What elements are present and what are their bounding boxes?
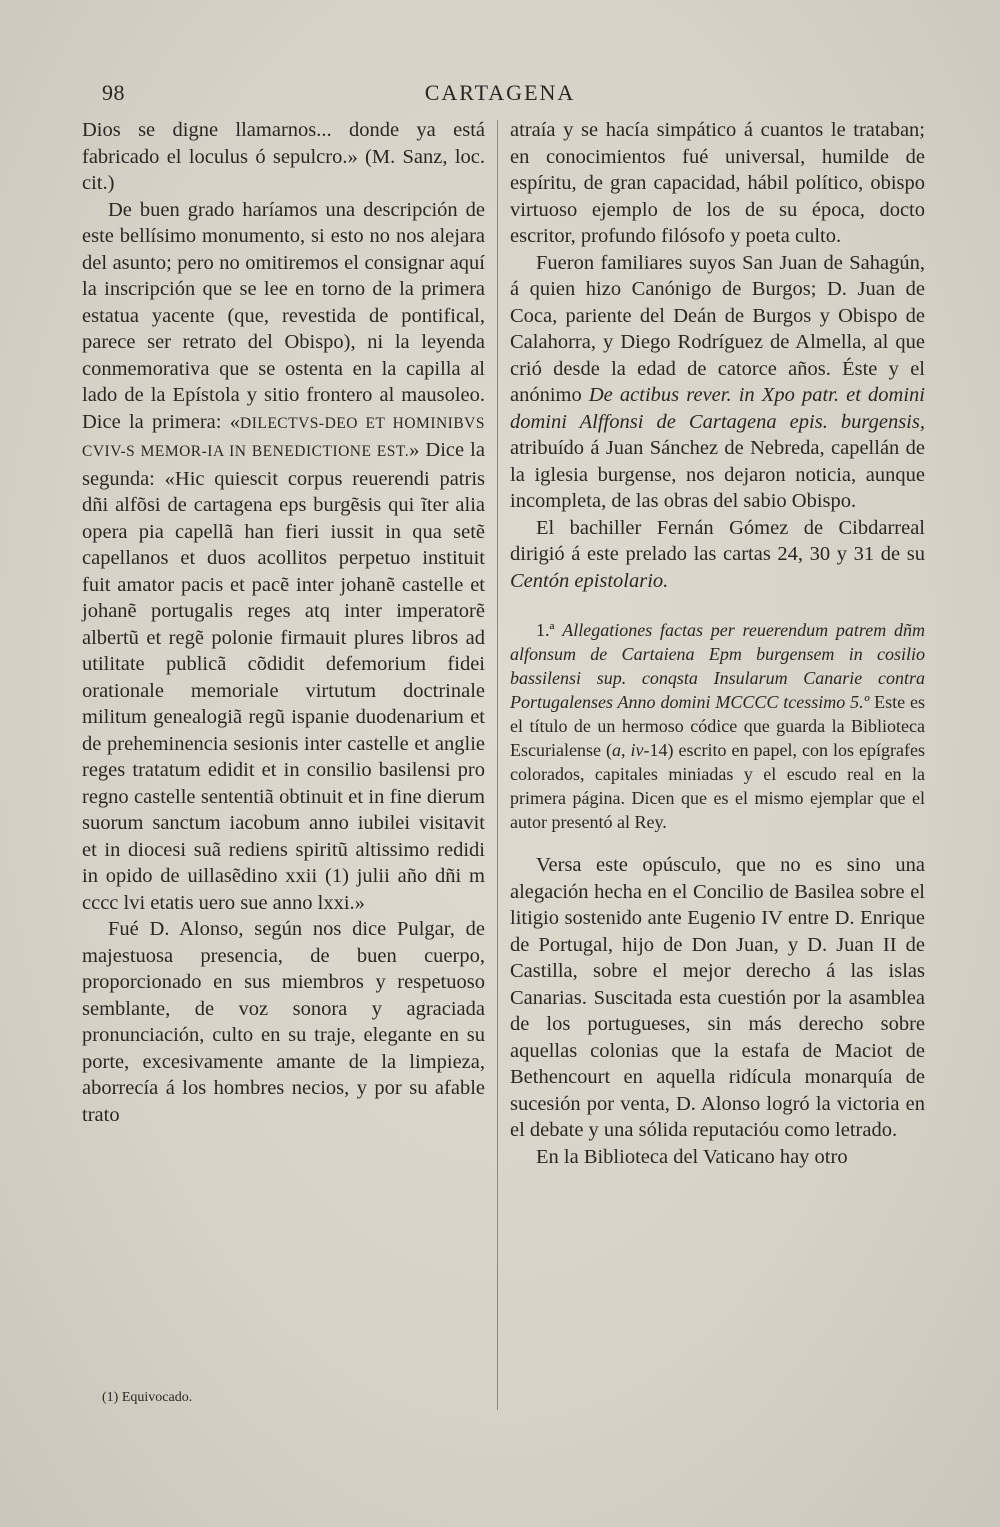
entry-title: Allegationes factas per reuerendum patrem dñm alfonsum de Cartaiena Epm burgensem in cosilio bassilensi sup. conqsta Insularum Canarie contra Portugalenses Anno domini MCCCC tcessimo 5.º (510, 620, 925, 712)
shelf-mark: a (611, 740, 621, 760)
work-title: De actibus rever. in Xpo patr. et domini domini Alffonsi de Cartagena epis. burgensis, (510, 384, 925, 433)
right-paragraph-3 (510, 515, 925, 595)
entry-text: Este es el título de un hermoso códice que guarda la Biblioteca Escurialense ( (510, 692, 926, 760)
left-paragraph-2 (82, 197, 485, 917)
right-paragraph-1: atraía y se hacía simpático á cuantos le trataban; en conocimientos fué universal, humilde de espíritu, de gran capacidad, hábil político, obispo virtuoso ejemplo de los de su época, docto escritor, profundo filósofo y poeta culto. (510, 119, 925, 247)
page-number: 98 (102, 80, 125, 105)
entry-text: -14) escrito en papel, con los epígrafes colorados, capitales miniadas y el escudo real en la primera página. Dicen que es el mismo ejemplar que el autor presentó al Rey. (510, 740, 926, 832)
right-paragraph-2 (510, 250, 925, 515)
right-paragraph-6: En la Biblioteca del Vaticano hay otro (536, 1145, 848, 1168)
work-title: Centón epistolario. (510, 569, 669, 592)
left-paragraph-1: Dios se digne llamarnos... donde ya está fabricado el loculus ó sepulcro.» (M. Sanz, loc. cit.) (82, 119, 485, 194)
right-paragraph-5: Versa este opúsculo, que no es sino una alegación hecha en el Concilio de Basilea sobre el litigio sostenido ante Eugenio IV entre D. Enrique de Portugal, hijo de Don Juan, y D. Juan II de Castilla, sobre el mejor derecho á las islas Canarias. Suscitada esta cuestión por la asamblea de los portugueses, sin más derecho sobre aquellas colonias que la estafa de Maciot de Bethencourt en aquella ridícula monarquía de sucesión por venta, D. Alonso logró la victoria en el debate y una sólida reputacióu como letrado. (510, 854, 925, 1141)
shelf-mark: iv (630, 740, 644, 760)
tomb-inscription: DILECTVS-DEO ET HOMINIBVS CVIV-S MEMOR-IA IN BENEDICTIONE EST. (82, 414, 485, 460)
bibliography-entry (510, 618, 925, 834)
running-title: CARTAGENA (424, 80, 576, 105)
paragraph-text: De buen grado haríamos una descripción de este bellísimo monumento, si esto no nos alejara del asunto; pero no omitiremos el consignar aquí la inscripción que se lee en torno de la primera estatua yacente (que, revestida de pontifical, parece ser retrato del Obispo), ni la leyenda conmemorativa que se ostenta en la capilla al lado de la Epístola y sitio frontero al mausoleo. Dice la primera: « (82, 198, 485, 433)
left-column (82, 117, 485, 1128)
footnote: (1) Equivocado. (102, 1390, 193, 1405)
entry-text: , (620, 740, 631, 760)
page-header (0, 80, 1000, 110)
left-paragraph-3: Fué D. Alonso, según nos dice Pulgar, de majestuosa presencia, de buen cuerpo, proporcionado en sus miembros y respetuoso semblante, de voz sonora y agraciada pronunciación, culto en su traje, elegante en su porte, excesivamente amante de la limpieza, aborrecía á los hombres necios, y por su afable trato (82, 918, 485, 1126)
column-divider (497, 120, 498, 1410)
paragraph-text: El bachiller Fernán Gómez de Cibdarreal dirigió á este prelado las cartas 24, 30 y 31 de su (510, 516, 925, 565)
right-column (510, 117, 925, 1170)
paragraph-text: Fueron familiares suyos San Juan de Sahagún, á quien hizo Canónigo de Burgos; D. Juan de Coca, pariente del Deán de Burgos y Obispo de Calahorra, y Diego Rodríguez de Almella, al que crió desde la edad de catorce años. Éste y el anónimo (510, 251, 925, 406)
entry-number: 1.ª (536, 620, 555, 640)
paragraph-text: atribuído á Juan Sánchez de Nebreda, capellán de la iglesia burgense, nos dejaron noticia, aunque incompleta, de las obras del sabio Obispo. (510, 437, 925, 512)
paragraph-text: » Dice la segunda: «Hic quiescit corpus reuerendi patris dñi alfõsi de cartagena eps burgẽsis qui ĩter alia opera pia capellã han fieri iussit in qua setẽ capellanos et duos acollitos perpetuo instituit fuit amator pacis et pacẽ inter johanẽ castelle et johanẽ portugalis reges atq inter imperatorẽ albertũ et regẽ polonie firmauit plures libros ad utilitate publicã cõdidit defemorium fidei orationale memoriale virtutum doctrinale militum genealogiã regũ ispanie duodenarium et de preheminencia sesionis inter castelle et anglie reges tratatum edidit et in consilio basilensi pro regno castelle sententiã obtinuit et in fine dierum suorum sanctum iacobum anno iubilei visitavit et in diocesi suã rediens spiritũ altissimo redidi in opido de uillasẽdino xxii (1) julii año dñi m cccc lvi etatis uero sue anno lxxi.» (82, 439, 485, 914)
